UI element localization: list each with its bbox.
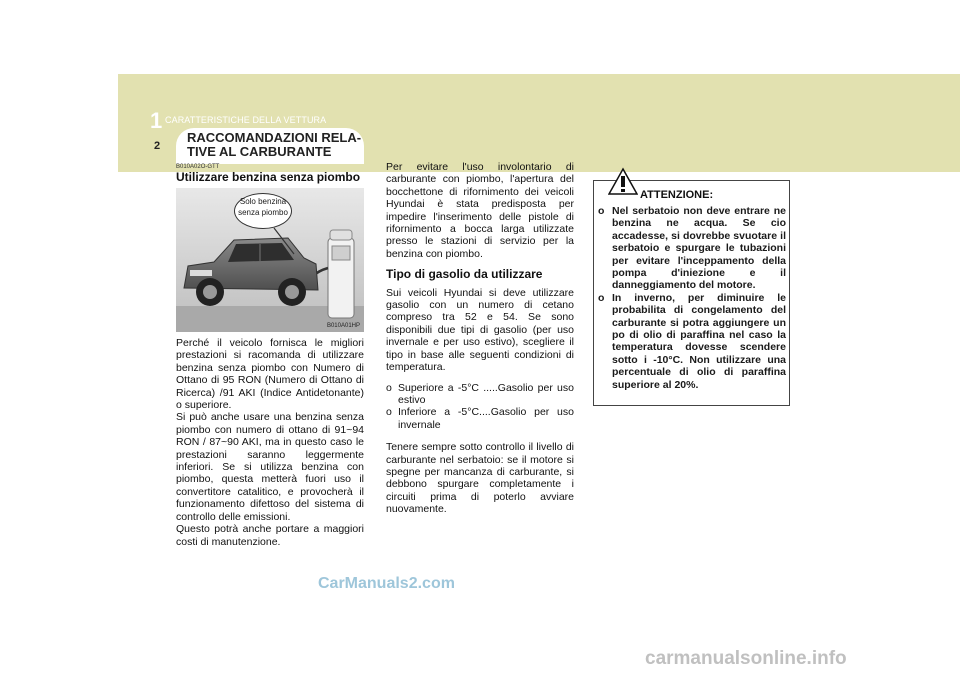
page-number: 2 [154,140,161,152]
bullet-marker: o [386,381,392,394]
warning-list [598,205,786,391]
paragraph: Tenere sempre sotto controllo il livello di carburante nel serbatoio: se il motore si spegne per mancanza di carburante, si debbono spurgare completamente i circuiti prima di poterlo avviare nuovamente. [386,441,574,516]
chapter-title: CARATTERISTICHE DELLA VETTURA [165,115,327,125]
bubble-line2: senza piombo [238,208,288,217]
bullet-marker: o [598,291,605,304]
list-item-text: Inferiore a -5°C....Gasolio per uso invernale [398,406,574,431]
list-item-text: Superiore a -5°C .....Gasolio per uso estivo [398,381,574,406]
warning-item [598,292,786,391]
warning-title: ATTENZIONE: [640,189,714,201]
paragraph: Sui veicoli Hyundai si deve utilizzare gasolio con un numero di cetano compreso tra 52 e 54. Se sono disponibili due tipi di gasolio (per uso invernale e per uso estivo), scegliere il tipo in base alle seguenti condizioni di temperatura. [386,286,574,374]
bullet-marker: o [598,205,605,217]
section-code: B010A02O-GTT [176,164,220,170]
bubble-line1: Solo benzina [239,197,287,206]
warning-box [593,180,790,406]
watermark-left: CarManuals2.com [318,575,455,592]
paragraph: Perché il veicolo fornisca le migliori prestazioni si racomanda di utilizzare benzina senza piombo con Numero di Ottano di 95 RON (Numero di Ottano di Ricerca) /91 AKI (Indice Antidetonante) o superiore. [176,337,364,412]
diesel-heading: Tipo di gasolio da utilizzare [386,267,543,282]
list-item [386,406,574,431]
paragraph: Per evitare l'uso involontario di carburante con piombo, l'apertura del bocchettone di rifornimento dei veicoli Hyundai è stata predisposta per impedire l'inserimento delle pistole di rifornimento a bocca larga utilizzate presso le stazioni di servizio per la benzina con piombo. [386,161,574,260]
section-title [187,131,367,159]
middle-column [386,161,574,516]
left-column [176,337,364,548]
speech-bubble [234,193,292,229]
paragraph: Questo potrà anche portare a maggiori costi di manutenzione. [176,523,364,548]
figure-code: B010A01HP [326,323,360,329]
section-subtitle: Utilizzare benzina senza piombo [176,170,361,184]
paragraph: Si può anche usare una benzina senza piombo con numero di ottano di 91~94 RON / 87~90 AKI, ma in questo caso le prestazioni saranno leggermente inferiori. Se si utilizza benzina con piombo, questa metterà fuori uso il convertitore catalitico, e provocherà il funzionamento difettoso del sistema di controllo delle emissioni. [176,411,364,523]
warning-icon [608,167,638,195]
warning-item-text: Nel serbatoio non deve entrare ne benzina ne acqua. Se cio accadesse, si dovrebbe svuotare il serbatoio e spurgare le tubazioni per evitare l'inceppamento della pompa d'iniezione e il danneggiamento del motore. [612,205,786,292]
warning-item [598,205,786,292]
bullet-marker: o [386,406,392,419]
section-title-line1: RACCOMANDAZIONI RELA- [187,130,362,145]
list-item [386,382,574,407]
chapter-number: 1 [150,108,163,133]
warning-item-text: In inverno, per diminuire le probabilita di congelamento del carburante si potra aggiungere un po di olio di paraffina nel caso la temperatura dovesse scendere sotto i -10°C. Non utilizzare una percentuale di olio di paraffina superiore al 20%. [612,291,786,391]
watermark-right: carmanualsonline.info [645,648,847,669]
section-title-line2: TIVE AL CARBURANTE [187,144,332,159]
